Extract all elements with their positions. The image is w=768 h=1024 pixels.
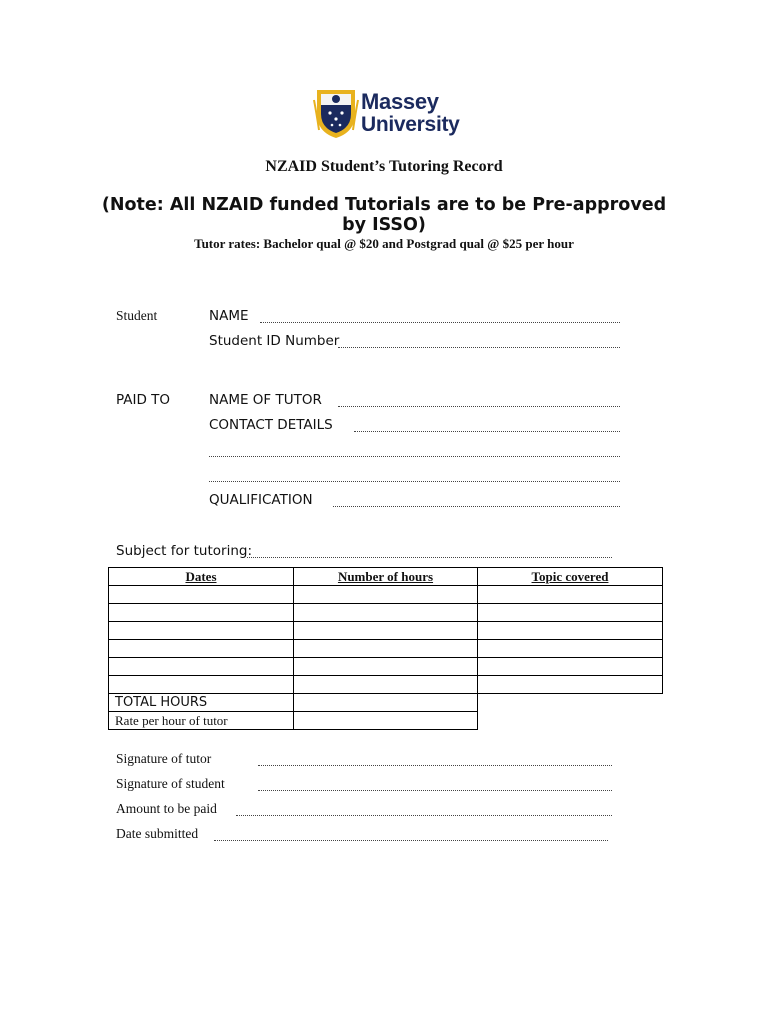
tutor-rates: Tutor rates: Bachelor qual @ $20 and Postgrad qual @ $25 per hour (194, 236, 574, 251)
student-name-field[interactable] (260, 322, 620, 323)
contact-details-line-3[interactable] (209, 481, 620, 482)
signature-student-label: Signature of student (116, 776, 225, 791)
topic-cell[interactable] (478, 658, 663, 676)
date-cell[interactable] (109, 622, 294, 640)
amount-label: Amount to be paid (116, 801, 217, 816)
date-cell[interactable] (109, 658, 294, 676)
student-id-field[interactable] (338, 347, 620, 348)
subject-label: Subject for tutoring: (116, 543, 252, 559)
date-submitted-field[interactable] (214, 840, 608, 841)
massey-university-logo (313, 86, 463, 140)
logo-line-2: University (361, 113, 460, 136)
date-cell[interactable] (109, 586, 294, 604)
topic-cell[interactable] (478, 586, 663, 604)
contact-details-label: CONTACT DETAILS (209, 417, 333, 433)
table-row (109, 604, 663, 622)
rate-cell[interactable] (294, 712, 478, 730)
hours-cell[interactable] (294, 658, 478, 676)
amount-field[interactable] (236, 815, 612, 816)
total-hours-cell[interactable] (294, 694, 478, 712)
tutor-name-label: NAME OF TUTOR (209, 392, 322, 408)
hours-cell[interactable] (294, 586, 478, 604)
logo-wordmark (361, 90, 460, 136)
tutoring-sessions-table (108, 567, 663, 730)
hours-cell[interactable] (294, 676, 478, 694)
dates-header: Dates (109, 568, 294, 586)
contact-details-field[interactable] (354, 431, 620, 432)
table-row (109, 640, 663, 658)
topic-cell[interactable] (478, 604, 663, 622)
signature-tutor-field[interactable] (258, 765, 612, 766)
paid-to-section-label: PAID TO (116, 392, 171, 408)
empty-cell (478, 712, 663, 730)
topic-cell[interactable] (478, 622, 663, 640)
total-hours-label: TOTAL HOURS (109, 694, 294, 712)
form-title: NZAID Student’s Tutoring Record (265, 158, 503, 175)
date-cell[interactable] (109, 604, 294, 622)
preapproval-note: (Note: All NZAID funded Tutorials are to be Pre-approved by ISSO) (101, 195, 667, 235)
topic-header: Topic covered (478, 568, 663, 586)
rate-label: Rate per hour of tutor (109, 712, 294, 730)
qualification-field[interactable] (333, 506, 620, 507)
empty-cell (478, 694, 663, 712)
hours-cell[interactable] (294, 640, 478, 658)
date-cell[interactable] (109, 640, 294, 658)
hours-cell[interactable] (294, 622, 478, 640)
table-header-row (109, 568, 663, 586)
subject-field[interactable] (247, 557, 612, 558)
crest-icon (313, 86, 359, 140)
signature-student-field[interactable] (258, 790, 612, 791)
rate-row (109, 712, 663, 730)
student-id-label: Student ID Number (209, 333, 340, 349)
signature-tutor-label: Signature of tutor (116, 751, 212, 766)
logo-line-1: Massey (361, 89, 439, 114)
contact-details-line-2[interactable] (209, 456, 620, 457)
student-name-label: NAME (209, 308, 249, 324)
table-row (109, 676, 663, 694)
table-row (109, 586, 663, 604)
total-hours-row (109, 694, 663, 712)
tutor-name-field[interactable] (338, 406, 620, 407)
student-section-label: Student (116, 308, 158, 323)
date-cell[interactable] (109, 676, 294, 694)
hours-header: Number of hours (294, 568, 478, 586)
table-row (109, 622, 663, 640)
table-row (109, 658, 663, 676)
topic-cell[interactable] (478, 640, 663, 658)
qualification-label: QUALIFICATION (209, 492, 313, 508)
date-submitted-label: Date submitted (116, 826, 199, 841)
hours-cell[interactable] (294, 604, 478, 622)
topic-cell[interactable] (478, 676, 663, 694)
